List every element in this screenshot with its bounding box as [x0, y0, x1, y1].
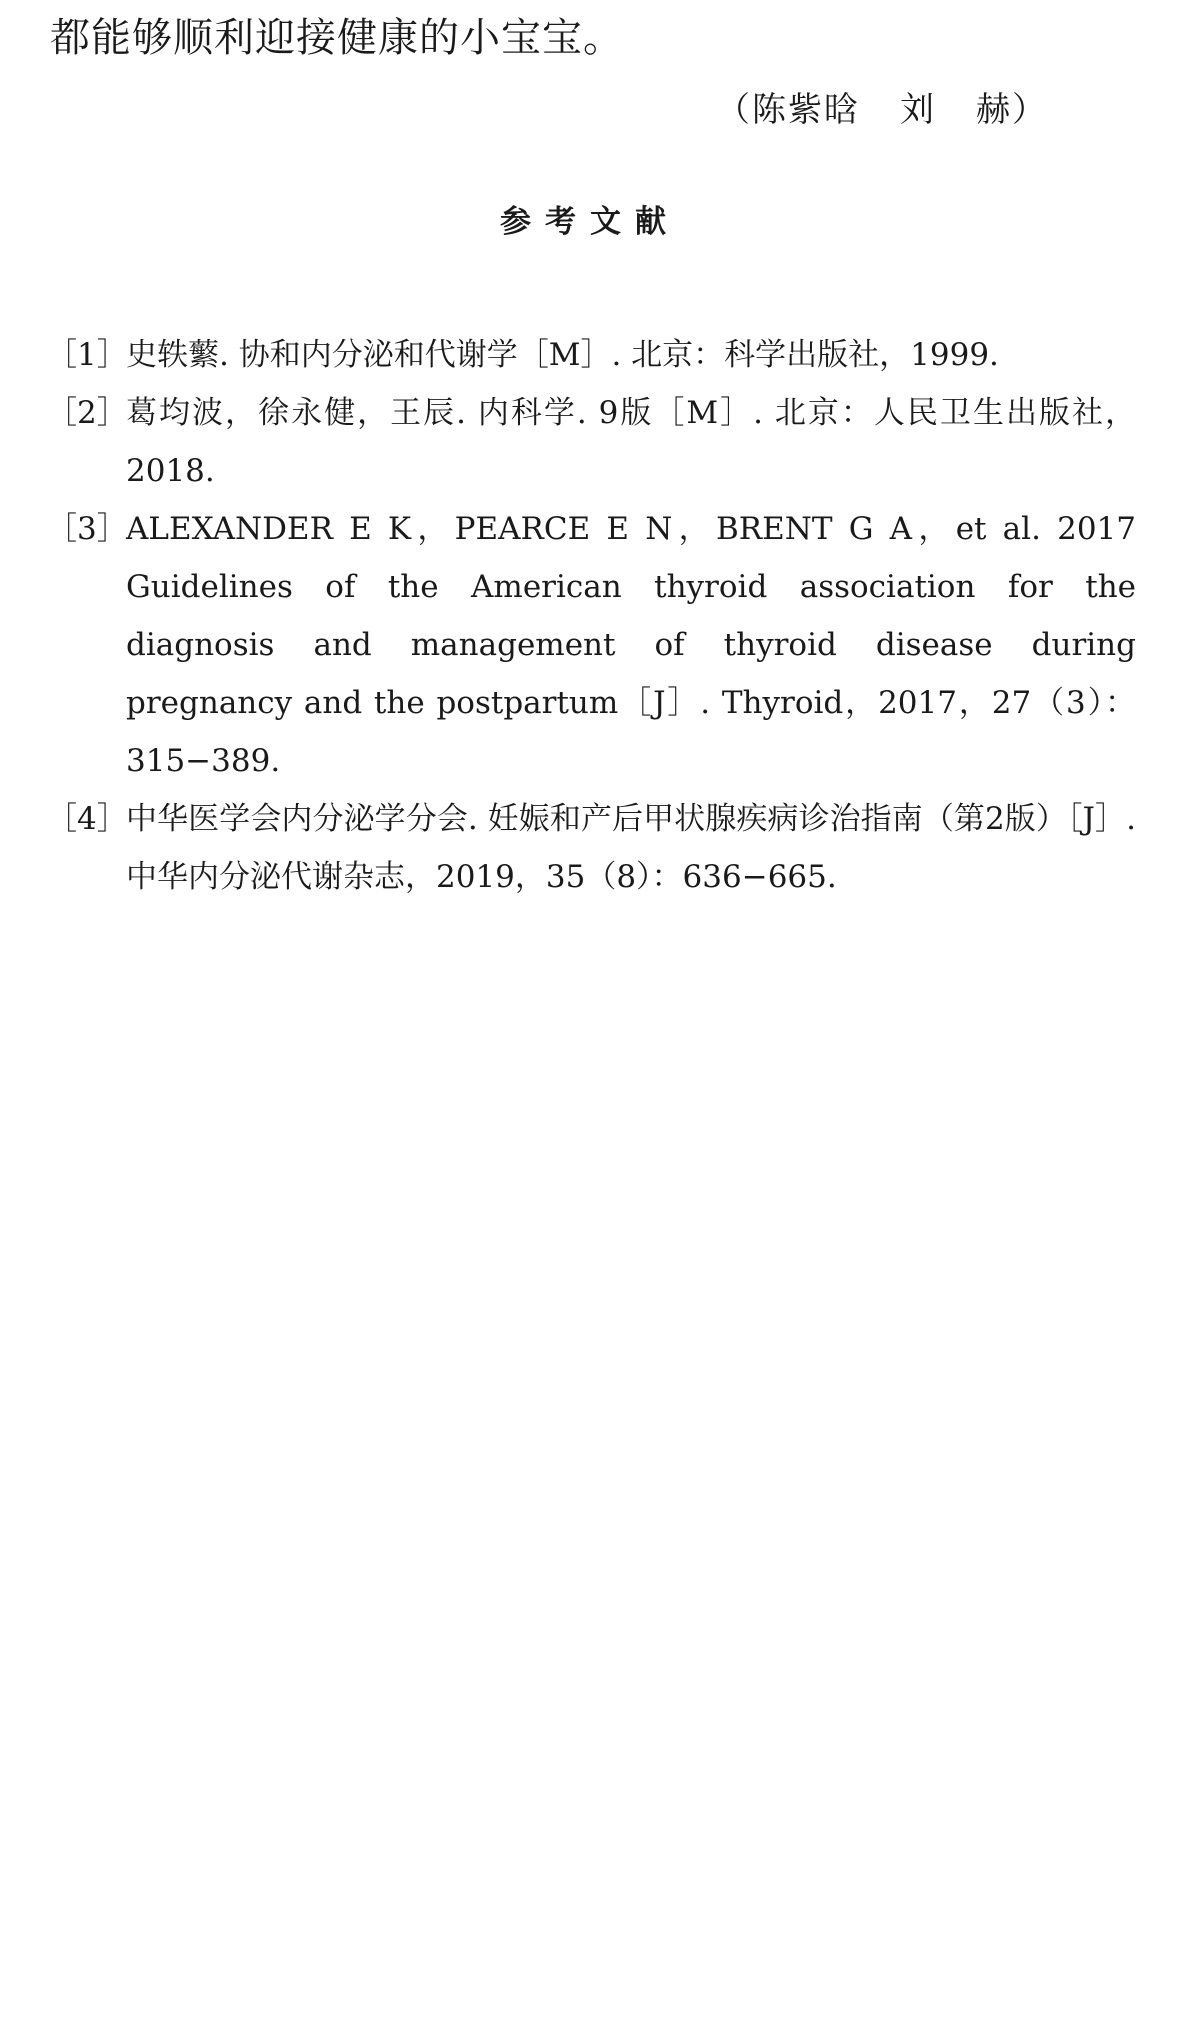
reference-number: ［3］	[46, 511, 128, 547]
author-name-3: 赫	[976, 90, 1012, 130]
reference-item	[46, 384, 1136, 500]
references-heading: 参考文献	[500, 204, 680, 240]
reference-text: 葛均波，徐永健，王辰. 内科学. 9版［M］. 北京：人民卫生出版社，2018.	[126, 395, 1136, 489]
references-list	[46, 326, 1136, 906]
reference-number: ［2］	[46, 395, 128, 431]
author-paren-close: ）	[1012, 90, 1048, 130]
reference-text: 中华医学会内分泌学分会. 妊娠和产后甲状腺疾病诊治指南（第2版）［J］. 中华内分泌代谢杂志，2019，35（8）：636−665.	[126, 801, 1136, 895]
reference-text: 史轶蘩. 协和内分泌和代谢学［M］. 北京：科学出版社，1999.	[126, 337, 999, 373]
reference-text: ALEXANDER E K，PEARCE E N，BRENT G A，et al. 2017 Guidelines of the American thyroid association for the diagnosis and management of thyroid disease during pregnancy and the postpartum［J］. Thyroid，2017，27（3）：315−389.	[126, 511, 1136, 779]
author-name-1: 陈紫晗	[752, 90, 860, 130]
reference-item	[46, 326, 1136, 384]
reference-number: ［4］	[46, 801, 128, 837]
author-attribution	[716, 86, 1048, 134]
body-closing-line: 都能够顺利迎接健康的小宝宝。	[50, 15, 624, 61]
reference-number: ［1］	[46, 337, 128, 373]
author-name-2: 刘	[900, 90, 936, 130]
reference-item	[46, 500, 1136, 790]
reference-item	[46, 790, 1136, 906]
author-paren-open: （	[716, 90, 752, 130]
